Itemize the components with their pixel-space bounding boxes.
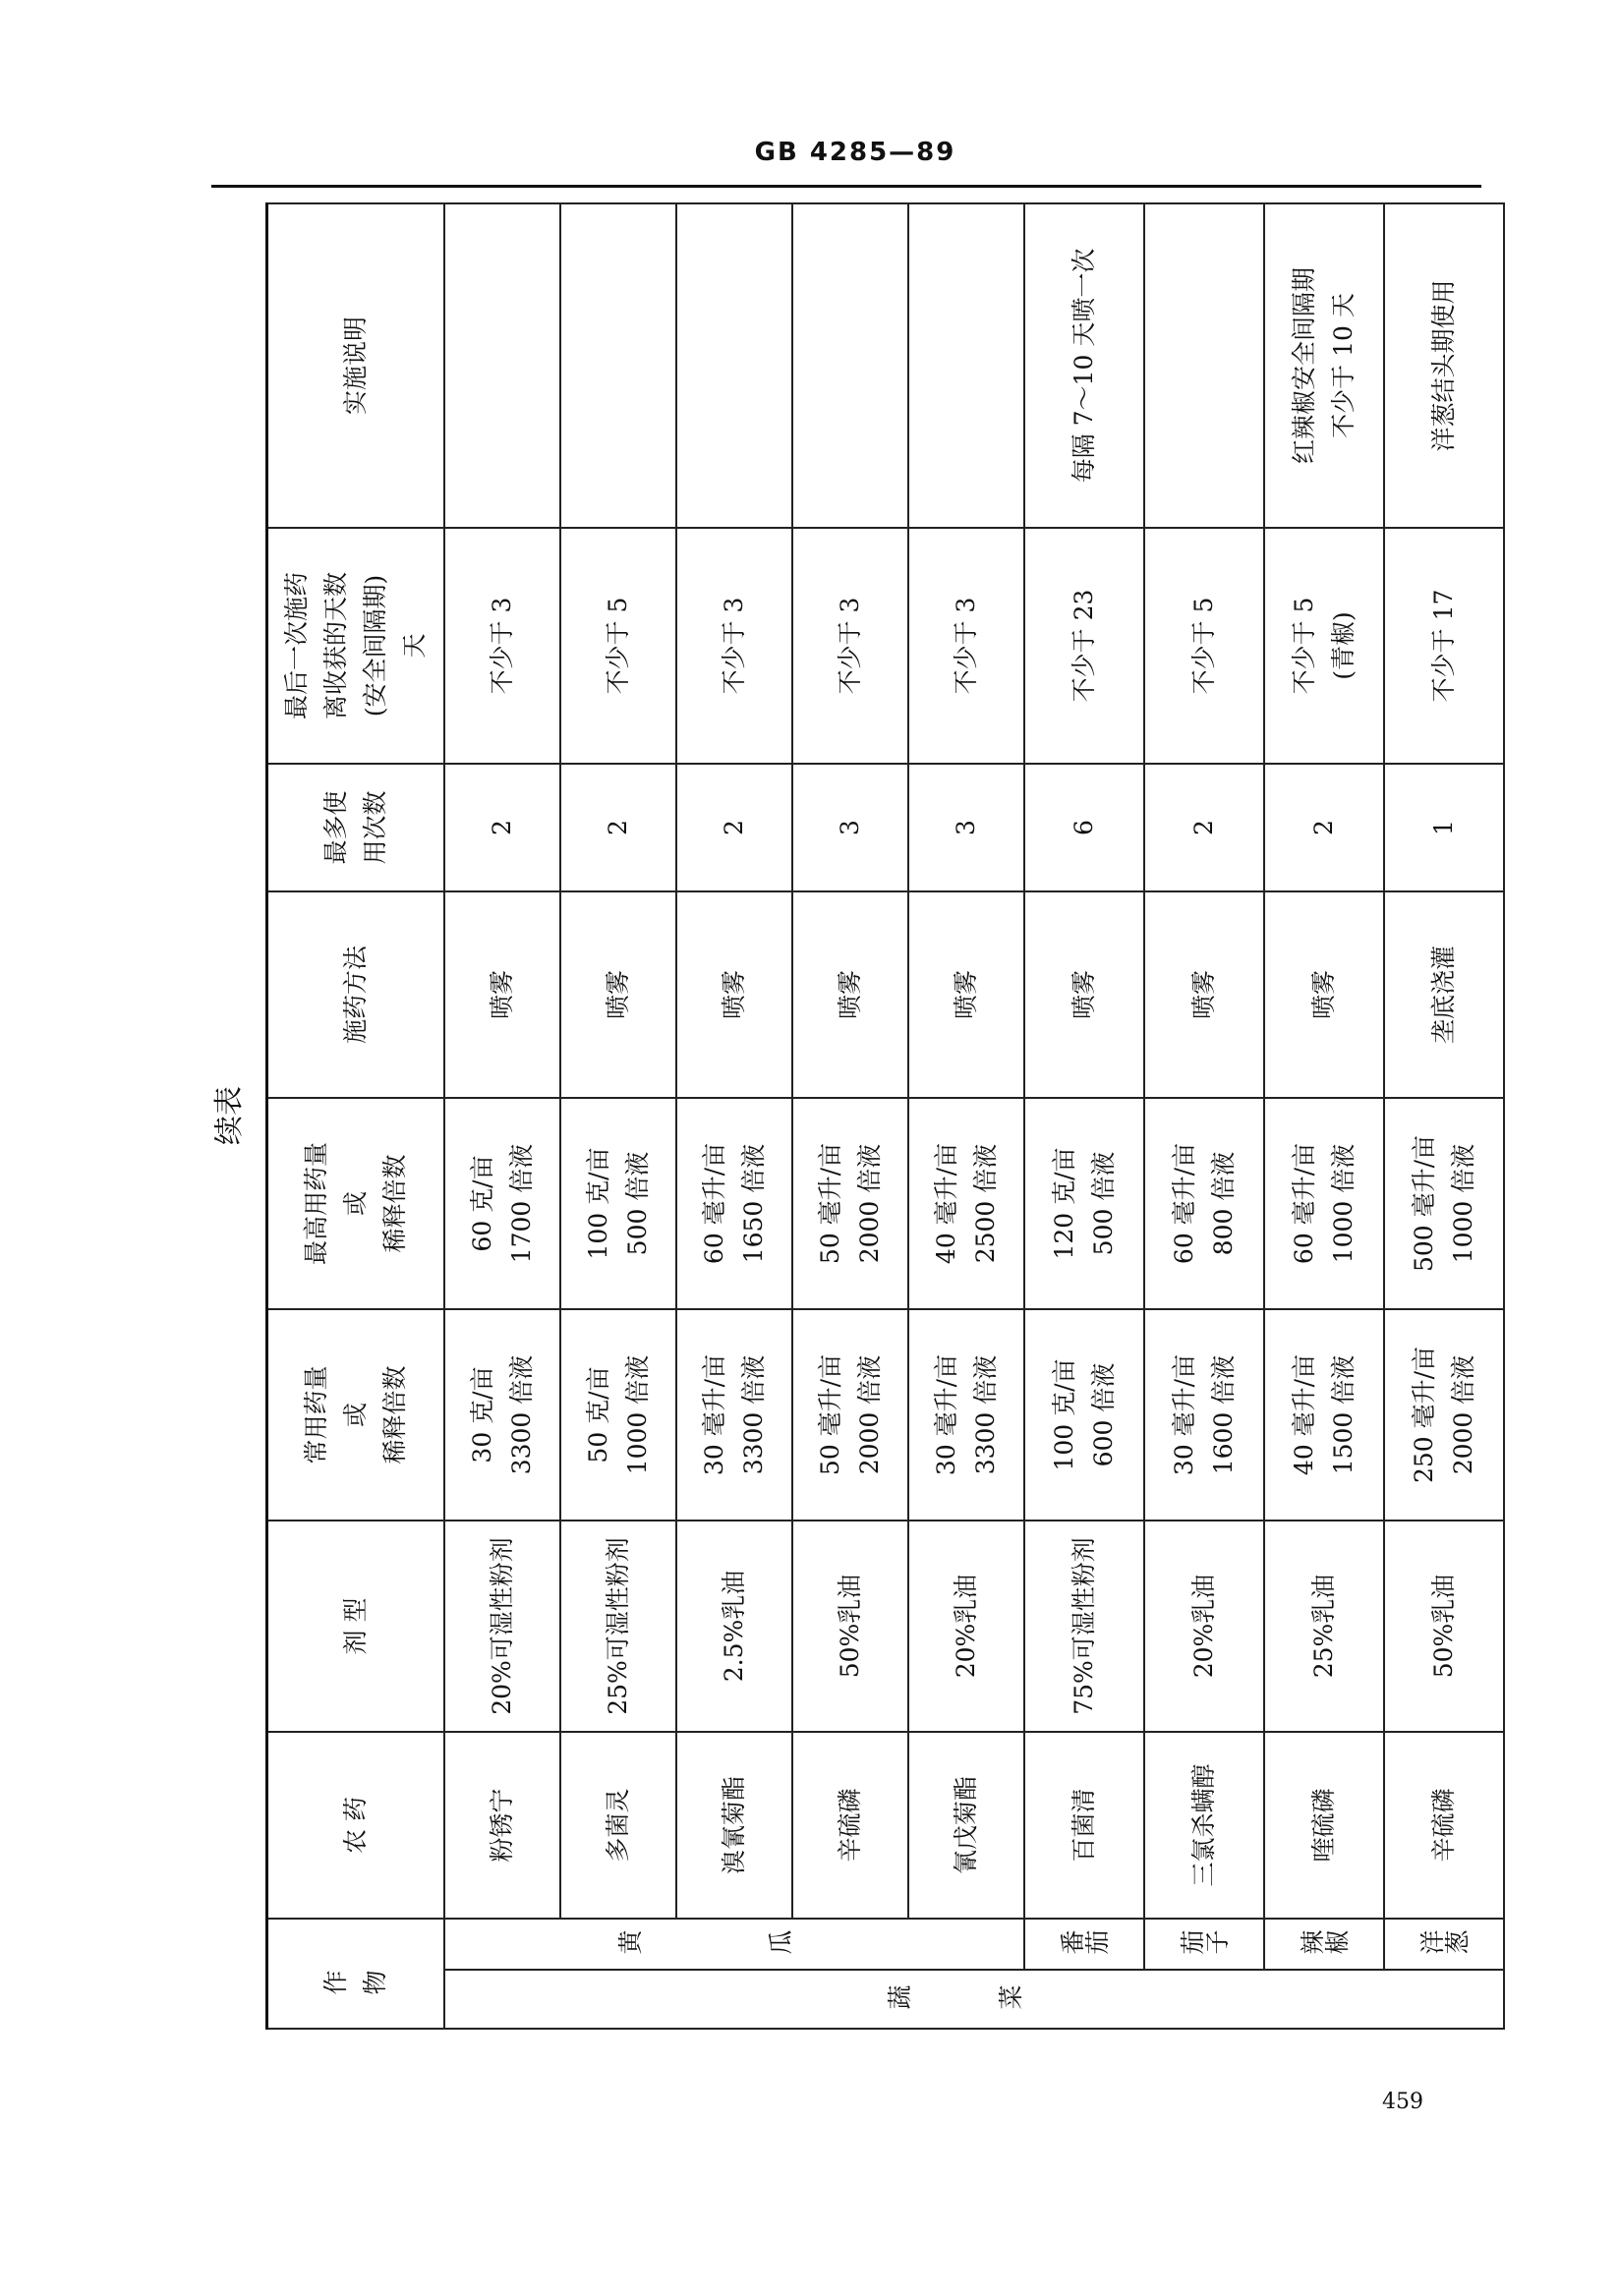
header-common-dose: 常用药量 或 稀释倍数 (267, 1309, 445, 1521)
cell-max-dose: 50 毫升/亩 2000 倍液 (792, 1098, 908, 1309)
cell-notes: 红辣椒安全间隔期 不少于 10 天 (1264, 203, 1384, 528)
cell-formulation: 20%乳油 (908, 1521, 1024, 1732)
cell-common-dose: 30 毫升/亩 3300 倍液 (676, 1309, 792, 1521)
cell-formulation: 75%可湿性粉剂 (1024, 1521, 1144, 1732)
cell-method: 喷雾 (1024, 891, 1144, 1098)
header-formulation: 剂 型 (267, 1521, 445, 1732)
cell-method: 喷雾 (676, 891, 792, 1098)
cell-pesticide: 辛硫磷 (792, 1732, 908, 1919)
table-header-row (267, 203, 445, 2029)
header-max-dose: 最高用药量 或 稀释倍数 (267, 1098, 445, 1309)
header-max-times: 最多使 用次数 (267, 764, 445, 891)
header-interval: 最后一次施药 离收获的天数 (安全间隔期) 天 (267, 528, 445, 764)
cell-formulation: 50%乳油 (792, 1521, 908, 1732)
cell-common-dose: 50 克/亩 1000 倍液 (560, 1309, 676, 1521)
cell-formulation: 50%乳油 (1384, 1521, 1504, 1732)
cell-max-dose: 100 克/亩 500 倍液 (560, 1098, 676, 1309)
table-row (676, 203, 792, 2029)
cell-interval: 不少于 23 (1024, 528, 1144, 764)
cell-method: 垄底浇灌 (1384, 891, 1504, 1098)
header-notes: 实施说明 (267, 203, 445, 528)
cell-interval: 不少于 3 (908, 528, 1024, 764)
cell-interval: 不少于 3 (444, 528, 560, 764)
cell-method: 喷雾 (444, 891, 560, 1098)
cell-formulation: 20%可湿性粉剂 (444, 1521, 560, 1732)
crop-pepper: 辣椒 (1264, 1919, 1384, 1970)
table-row (1384, 203, 1504, 2029)
cell-pesticide: 喹硫磷 (1264, 1732, 1384, 1919)
cell-common-dose: 250 毫升/亩 2000 倍液 (1384, 1309, 1504, 1521)
cell-pesticide: 粉锈宁 (444, 1732, 560, 1919)
cell-pesticide: 三氯杀螨醇 (1144, 1732, 1264, 1919)
cell-pesticide: 溴氰菊酯 (676, 1732, 792, 1919)
cell-notes (1144, 203, 1264, 528)
cell-notes (444, 203, 560, 528)
cell-common-dose: 100 克/亩 600 倍液 (1024, 1309, 1144, 1521)
cell-formulation: 25%乳油 (1264, 1521, 1384, 1732)
header-pesticide: 农 药 (267, 1732, 445, 1919)
table-row (560, 203, 676, 2029)
crop-group-label: 蔬 菜 (444, 1970, 1504, 2029)
crop-eggplant: 茄子 (1144, 1919, 1264, 1970)
cell-max-times: 2 (1144, 764, 1264, 891)
header-rule (211, 185, 1481, 188)
cell-interval: 不少于 3 (792, 528, 908, 764)
table-row (444, 203, 560, 2029)
cell-notes (908, 203, 1024, 528)
cell-formulation: 25%可湿性粉剂 (560, 1521, 676, 1732)
cell-common-dose: 30 毫升/亩 3300 倍液 (908, 1309, 1024, 1521)
cell-max-dose: 60 克/亩 1700 倍液 (444, 1098, 560, 1309)
cell-formulation: 2.5%乳油 (676, 1521, 792, 1732)
cell-max-times: 2 (444, 764, 560, 891)
table-row (908, 203, 1024, 2029)
cell-notes (676, 203, 792, 528)
table-row (792, 203, 908, 2029)
cell-max-times: 2 (1264, 764, 1384, 891)
cell-notes (560, 203, 676, 528)
cell-pesticide: 百菌清 (1024, 1732, 1144, 1919)
cell-max-times: 2 (676, 764, 792, 891)
header-method: 施药方法 (267, 891, 445, 1098)
crop-tomato: 番茄 (1024, 1919, 1144, 1970)
rotated-table-block (212, 204, 1477, 2030)
crop-onion: 洋葱 (1384, 1919, 1504, 1970)
table-row (1264, 203, 1384, 2029)
table-row (1024, 203, 1144, 2029)
cell-max-dose: 120 克/亩 500 倍液 (1024, 1098, 1144, 1309)
cell-pesticide: 氰戊菊酯 (908, 1732, 1024, 1919)
cell-max-dose: 60 毫升/亩 1000 倍液 (1264, 1098, 1384, 1309)
continued-label: 续表 (212, 1086, 247, 1145)
cell-max-times: 3 (908, 764, 1024, 891)
cell-method: 喷雾 (1144, 891, 1264, 1098)
cell-common-dose: 30 毫升/亩 1600 倍液 (1144, 1309, 1264, 1521)
cell-pesticide: 多菌灵 (560, 1732, 676, 1919)
cell-interval: 不少于 5 (560, 528, 676, 764)
page-number: 459 (1382, 2090, 1423, 2114)
cell-formulation: 20%乳油 (1144, 1521, 1264, 1732)
header-crop: 作 物 (267, 1919, 445, 2029)
cell-common-dose: 50 毫升/亩 2000 倍液 (792, 1309, 908, 1521)
cell-max-times: 6 (1024, 764, 1144, 891)
cell-method: 喷雾 (792, 891, 908, 1098)
pesticide-table (265, 202, 1505, 2030)
table-row (1144, 203, 1264, 2029)
cell-method: 喷雾 (908, 891, 1024, 1098)
cell-common-dose: 40 毫升/亩 1500 倍液 (1264, 1309, 1384, 1521)
cell-max-times: 3 (792, 764, 908, 891)
cell-method: 喷雾 (1264, 891, 1384, 1098)
cell-interval: 不少于 5 (青椒) (1264, 528, 1384, 764)
cell-interval: 不少于 3 (676, 528, 792, 764)
cell-max-dose: 500 毫升/亩 1000 倍液 (1384, 1098, 1504, 1309)
cell-notes: 每隔 7～10 天喷一次 (1024, 203, 1144, 528)
cell-pesticide: 辛硫磷 (1384, 1732, 1504, 1919)
cell-interval: 不少于 17 (1384, 528, 1504, 764)
cell-common-dose: 30 克/亩 3300 倍液 (444, 1309, 560, 1521)
cell-max-dose: 60 毫升/亩 800 倍液 (1144, 1098, 1264, 1309)
cell-max-dose: 40 毫升/亩 2500 倍液 (908, 1098, 1024, 1309)
cell-notes (792, 203, 908, 528)
cell-interval: 不少于 5 (1144, 528, 1264, 764)
crop-cucumber: 黄 瓜 (444, 1919, 1024, 1970)
cell-max-times: 1 (1384, 764, 1504, 891)
cell-max-times: 2 (560, 764, 676, 891)
standard-header: GB 4285—89 (754, 138, 956, 167)
cell-max-dose: 60 毫升/亩 1650 倍液 (676, 1098, 792, 1309)
cell-notes: 洋葱结头期使用 (1384, 203, 1504, 528)
cell-method: 喷雾 (560, 891, 676, 1098)
